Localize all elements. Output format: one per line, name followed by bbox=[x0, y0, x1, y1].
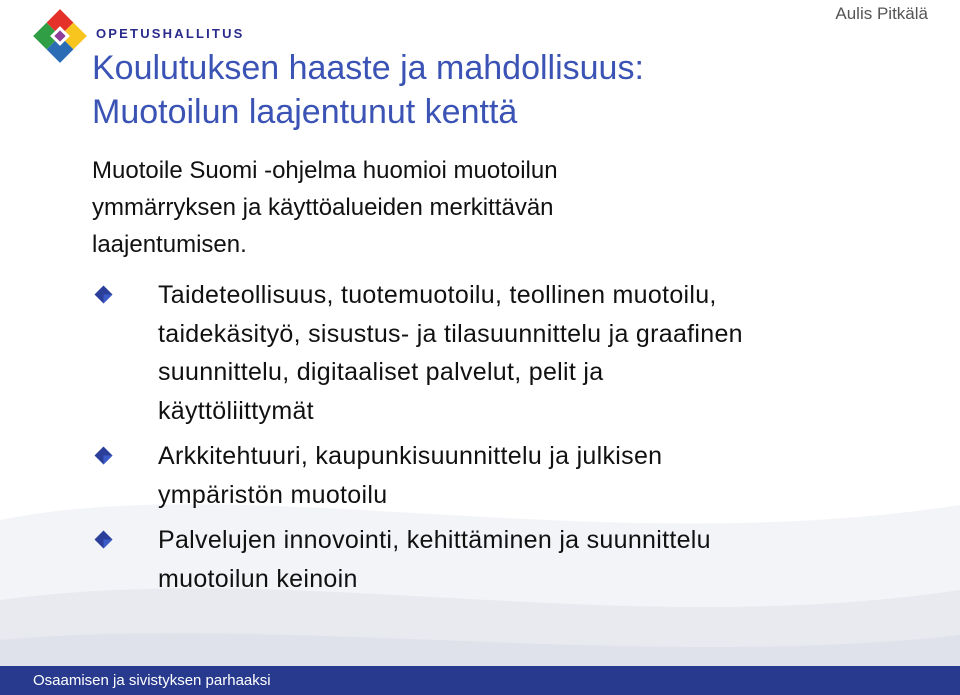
org-name: OPETUSHALLITUS bbox=[96, 26, 245, 41]
lead-paragraph bbox=[92, 152, 792, 263]
bullet-line: suunnittelu, digitaaliset palvelut, pelit ja bbox=[158, 358, 604, 386]
lead-line: Muotoile Suomi -ohjelma huomioi muotoilun bbox=[92, 157, 558, 184]
bullet-line: käyttöliittymät bbox=[158, 396, 314, 425]
diamond-bullet-icon bbox=[94, 446, 113, 465]
footer-slogan: Osaamisen ja sivistyksen parhaaksi bbox=[33, 672, 271, 689]
bullet-text bbox=[158, 437, 922, 514]
bullet-line: Taideteollisuus, tuotemuotoilu, teollinen muotoilu, bbox=[158, 281, 717, 309]
bullet-item bbox=[92, 276, 922, 430]
bullet-line: taidekäsityö, sisustus- ja tilasuunnittelu ja graafinen bbox=[158, 319, 743, 348]
bullet-item bbox=[92, 521, 922, 598]
footer-bar bbox=[0, 666, 960, 695]
bullet-text bbox=[158, 276, 922, 430]
lead-line: laajentumisen. bbox=[92, 231, 247, 258]
bullet-line: ympäristön muotoilu bbox=[158, 480, 388, 509]
slide-title bbox=[92, 46, 912, 134]
diamond-bullet-icon bbox=[94, 530, 113, 549]
opetushallitus-logo-icon bbox=[30, 6, 90, 66]
title-line: Koulutuksen haaste ja mahdollisuus: bbox=[92, 49, 644, 87]
bullet-line: Arkkitehtuuri, kaupunkisuunnittelu ja julkisen bbox=[158, 442, 663, 470]
title-line: Muotoilun laajentunut kenttä bbox=[92, 93, 518, 131]
bullet-line: muotoilun keinoin bbox=[158, 564, 358, 593]
bullet-list bbox=[92, 276, 922, 605]
bullet-text bbox=[158, 521, 922, 598]
bullet-line: Palvelujen innovointi, kehittäminen ja suunnittelu bbox=[158, 526, 711, 554]
diamond-bullet-icon bbox=[94, 285, 113, 304]
lead-line: ymmärryksen ja käyttöalueiden merkittävän bbox=[92, 194, 554, 221]
author-name: Aulis Pitkälä bbox=[835, 4, 928, 23]
bullet-item bbox=[92, 437, 922, 514]
